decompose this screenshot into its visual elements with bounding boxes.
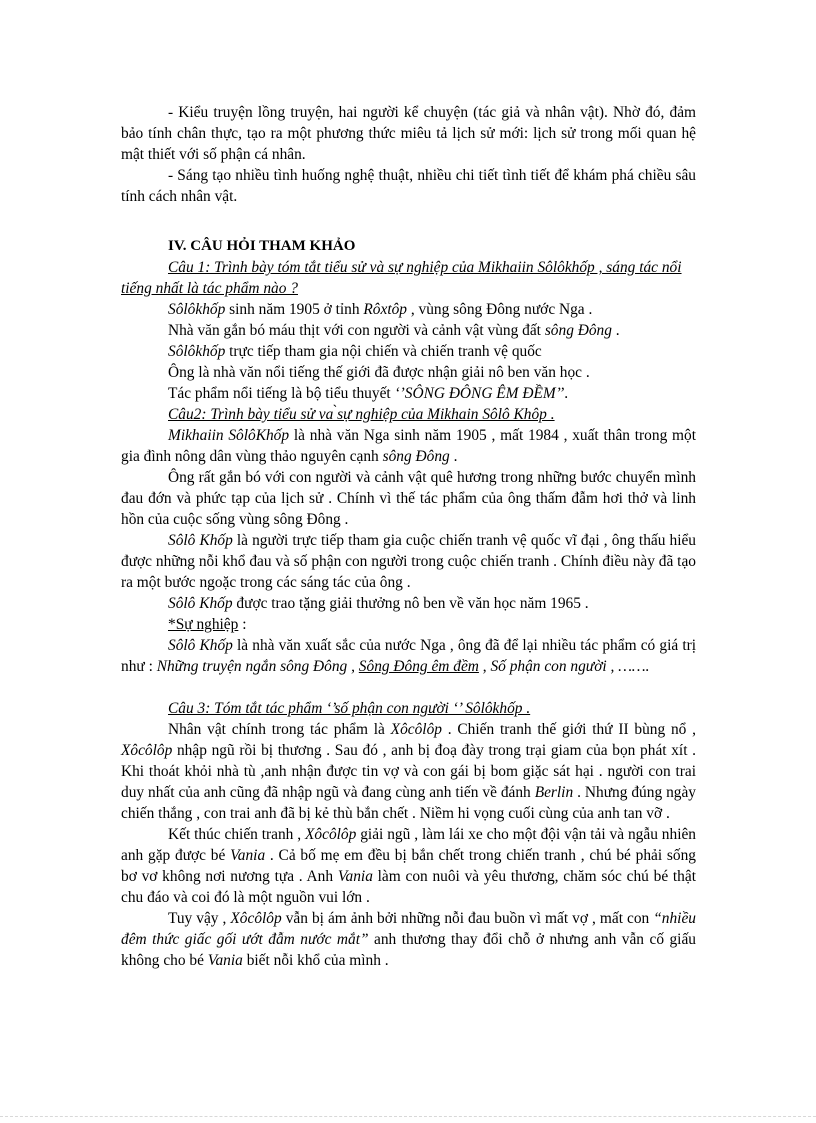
place-name: Rôxtôp (363, 301, 407, 318)
character-name: Vania (337, 868, 373, 885)
author-name: Sôlô Khốp (168, 532, 233, 549)
character-name: Xôcôlôp (230, 910, 282, 927)
q2-paragraph-3: Sôlô Khốp là người trực tiếp tham gia cuộc chiến tranh vệ quốc vĩ đại , ông thấu hiểu được những nỗi khổ đau và số phận con người trong cuộc chiến tranh . Chính điều này đã tạo ra một bước ngoặc trong các sáng tác của ông . (121, 532, 697, 591)
intro-paragraph-1: - Kiểu truyện lồng truyện, hai người kể chuyện (tác giả và nhân vật). Nhờ đó, đảm bảo tính chân thực, tạo ra một phương thức miêu tả lịch sử mới: lịch sử trong mối quan hệ mật thiết với số phận cá nhân. (121, 104, 696, 163)
character-name: Xôcôlôp (390, 721, 442, 738)
question-2-title: Câu2: Trình bày tiểu sử va ̀sự nghiệp của Mikhain Sôlô Khôp . (168, 406, 555, 423)
document-body (121, 102, 696, 971)
question-3-title: Câu 3: Tóm tắt tác phẩm ‘’số phận con người ‘’ Sôlôkhốp . (168, 700, 531, 717)
character-name: Xôcôlôp (305, 826, 357, 843)
spacer (121, 677, 696, 698)
career-label: *Sự nghiệp (168, 616, 239, 633)
work-title: Số phận con người , ……. (490, 658, 650, 675)
question-1-title: Câu 1: Trình bày tóm tắt tiểu sử và sự nghiệp của Mikhaiin Sôlôkhốp , sáng tác nổi tiếng nhất là tác phẩm nào ? (121, 259, 682, 297)
place-name: sông Đông (544, 322, 612, 339)
author-name: Sôlô Khốp (168, 637, 233, 654)
section-heading: IV. CÂU HỎI THAM KHẢO (168, 238, 356, 254)
q3-paragraph-3: Tuy vậy , Xôcôlôp vẫn bị ám ảnh bởi những nỗi đau buồn vì mất vợ , mất con “nhiều đêm thức giấc gối ướt đẫm nước mắt” anh thương thay đổi chỗ ở nhưng anh vẫn cố giấu không cho bé Vania biết nỗi khổ của mình . (121, 910, 696, 969)
q1-line-1: Sôlôkhốp sinh năm 1905 ở tỉnh Rôxtôp , vùng sông Đông nước Nga . (168, 301, 593, 318)
author-name: Sôlôkhốp (168, 301, 226, 318)
q2-paragraph-2: Ông rất gắn bó với con người và cảnh vật quê hương trong những bước chuyển mình đau đớn và phức tạp của lịch sử . Chính vì thế tác phẩm của ông thấm đẫm hơi thở và linh hồn của cuộc sống vùng sông Đông . (121, 469, 696, 528)
place-name: sông Đông (382, 448, 450, 465)
q2-paragraph-1: Mikhaiin SôlôKhốp là nhà văn Nga sinh năm 1905 , mất 1984 , xuất thân trong một gia đình nông dân vùng thảo nguyên cạnh sông Đông . (121, 427, 696, 465)
q3-paragraph-1: Nhân vật chính trong tác phẩm là Xôcôlôp . Chiến tranh thế giới thứ II bùng nổ , Xôcôlôp nhập ngũ rồi bị thương . Sau đó , anh bị đoạ đày trong trại giam của bọn phát xít . Khi thoát khỏi nhà tù ,anh nhận được tin vợ và con gái bị bom giặc sát hại . người con trai duy nhất của anh cũng đã nhập ngũ và đang cùng anh tiến về đánh Berlin . Nhưng đúng ngày chiến thắng , con trai anh đã bị kẻ thù bắn chết . Niềm hi vọng cuối cùng của anh tan vỡ . (121, 721, 696, 822)
q1-line-5: Tác phẩm nổi tiếng là bộ tiểu thuyết ‘’SÔNG ĐÔNG ÊM ĐỀM’’. (168, 385, 569, 402)
q1-line-3: Sôlôkhốp trực tiếp tham gia nội chiến và chiến tranh vệ quốc (168, 343, 542, 360)
career-heading: *Sự nghiệp : (168, 616, 247, 633)
author-name: Mikhaiin SôlôKhốp (168, 427, 290, 444)
work-title: ‘’SÔNG ĐÔNG ÊM ĐỀM’’ (394, 385, 565, 402)
character-name: Vania (207, 952, 243, 969)
intro-paragraph-2: - Sáng tạo nhiều tình huống nghệ thuật, nhiều chi tiết tình tiết để khám phá chiều sâu tính cách nhân vật. (121, 167, 696, 205)
author-name: Sôlô Khốp (168, 595, 233, 612)
q3-paragraph-2: Kết thúc chiến tranh , Xôcôlôp giải ngũ , làm lái xe cho một đội vận tải và ngẫu nhiên anh gặp được bé Vania . Cả bố mẹ em đều bị bắn chết trong chiến tranh , chú bé phải sống bơ vơ không nơi nương tựa . Anh Vania làm con nuôi và yêu thương, chăm sóc chú bé thật chu đáo và coi đó là một nguồn vui lớn . (121, 826, 696, 906)
character-name: Xôcôlôp (121, 742, 173, 759)
author-name: Sôlôkhốp (168, 343, 226, 360)
q1-line-2: Nhà văn gắn bó máu thịt với con người và cảnh vật vùng đất sông Đông . (168, 322, 620, 339)
city-name: Berlin (534, 784, 574, 801)
character-name: Vania (230, 847, 266, 864)
q1-line-4: Ông là nhà văn nổi tiếng thế giới đã được nhận giải nô ben văn học . (168, 364, 590, 381)
work-title: Những truyện ngắn sông Đông , (156, 658, 355, 675)
quotation: “nhiều đêm thức giấc gối ướt đẫm nước mắt” (121, 910, 696, 948)
work-title: Sông Đông êm đềm (358, 658, 479, 675)
q2-paragraph-4: Sôlô Khốp được trao tặng giải thưởng nô ben về văn học năm 1965 . (168, 595, 589, 612)
page-bottom-divider (0, 1116, 816, 1117)
q2-paragraph-5: Sôlô Khốp là nhà văn xuất sắc của nước Nga , ông đã để lại nhiều tác phẩm có giá trị như : Những truyện ngắn sông Đông , Sông Đông êm đềm , Số phận con người , ……. (121, 637, 696, 675)
